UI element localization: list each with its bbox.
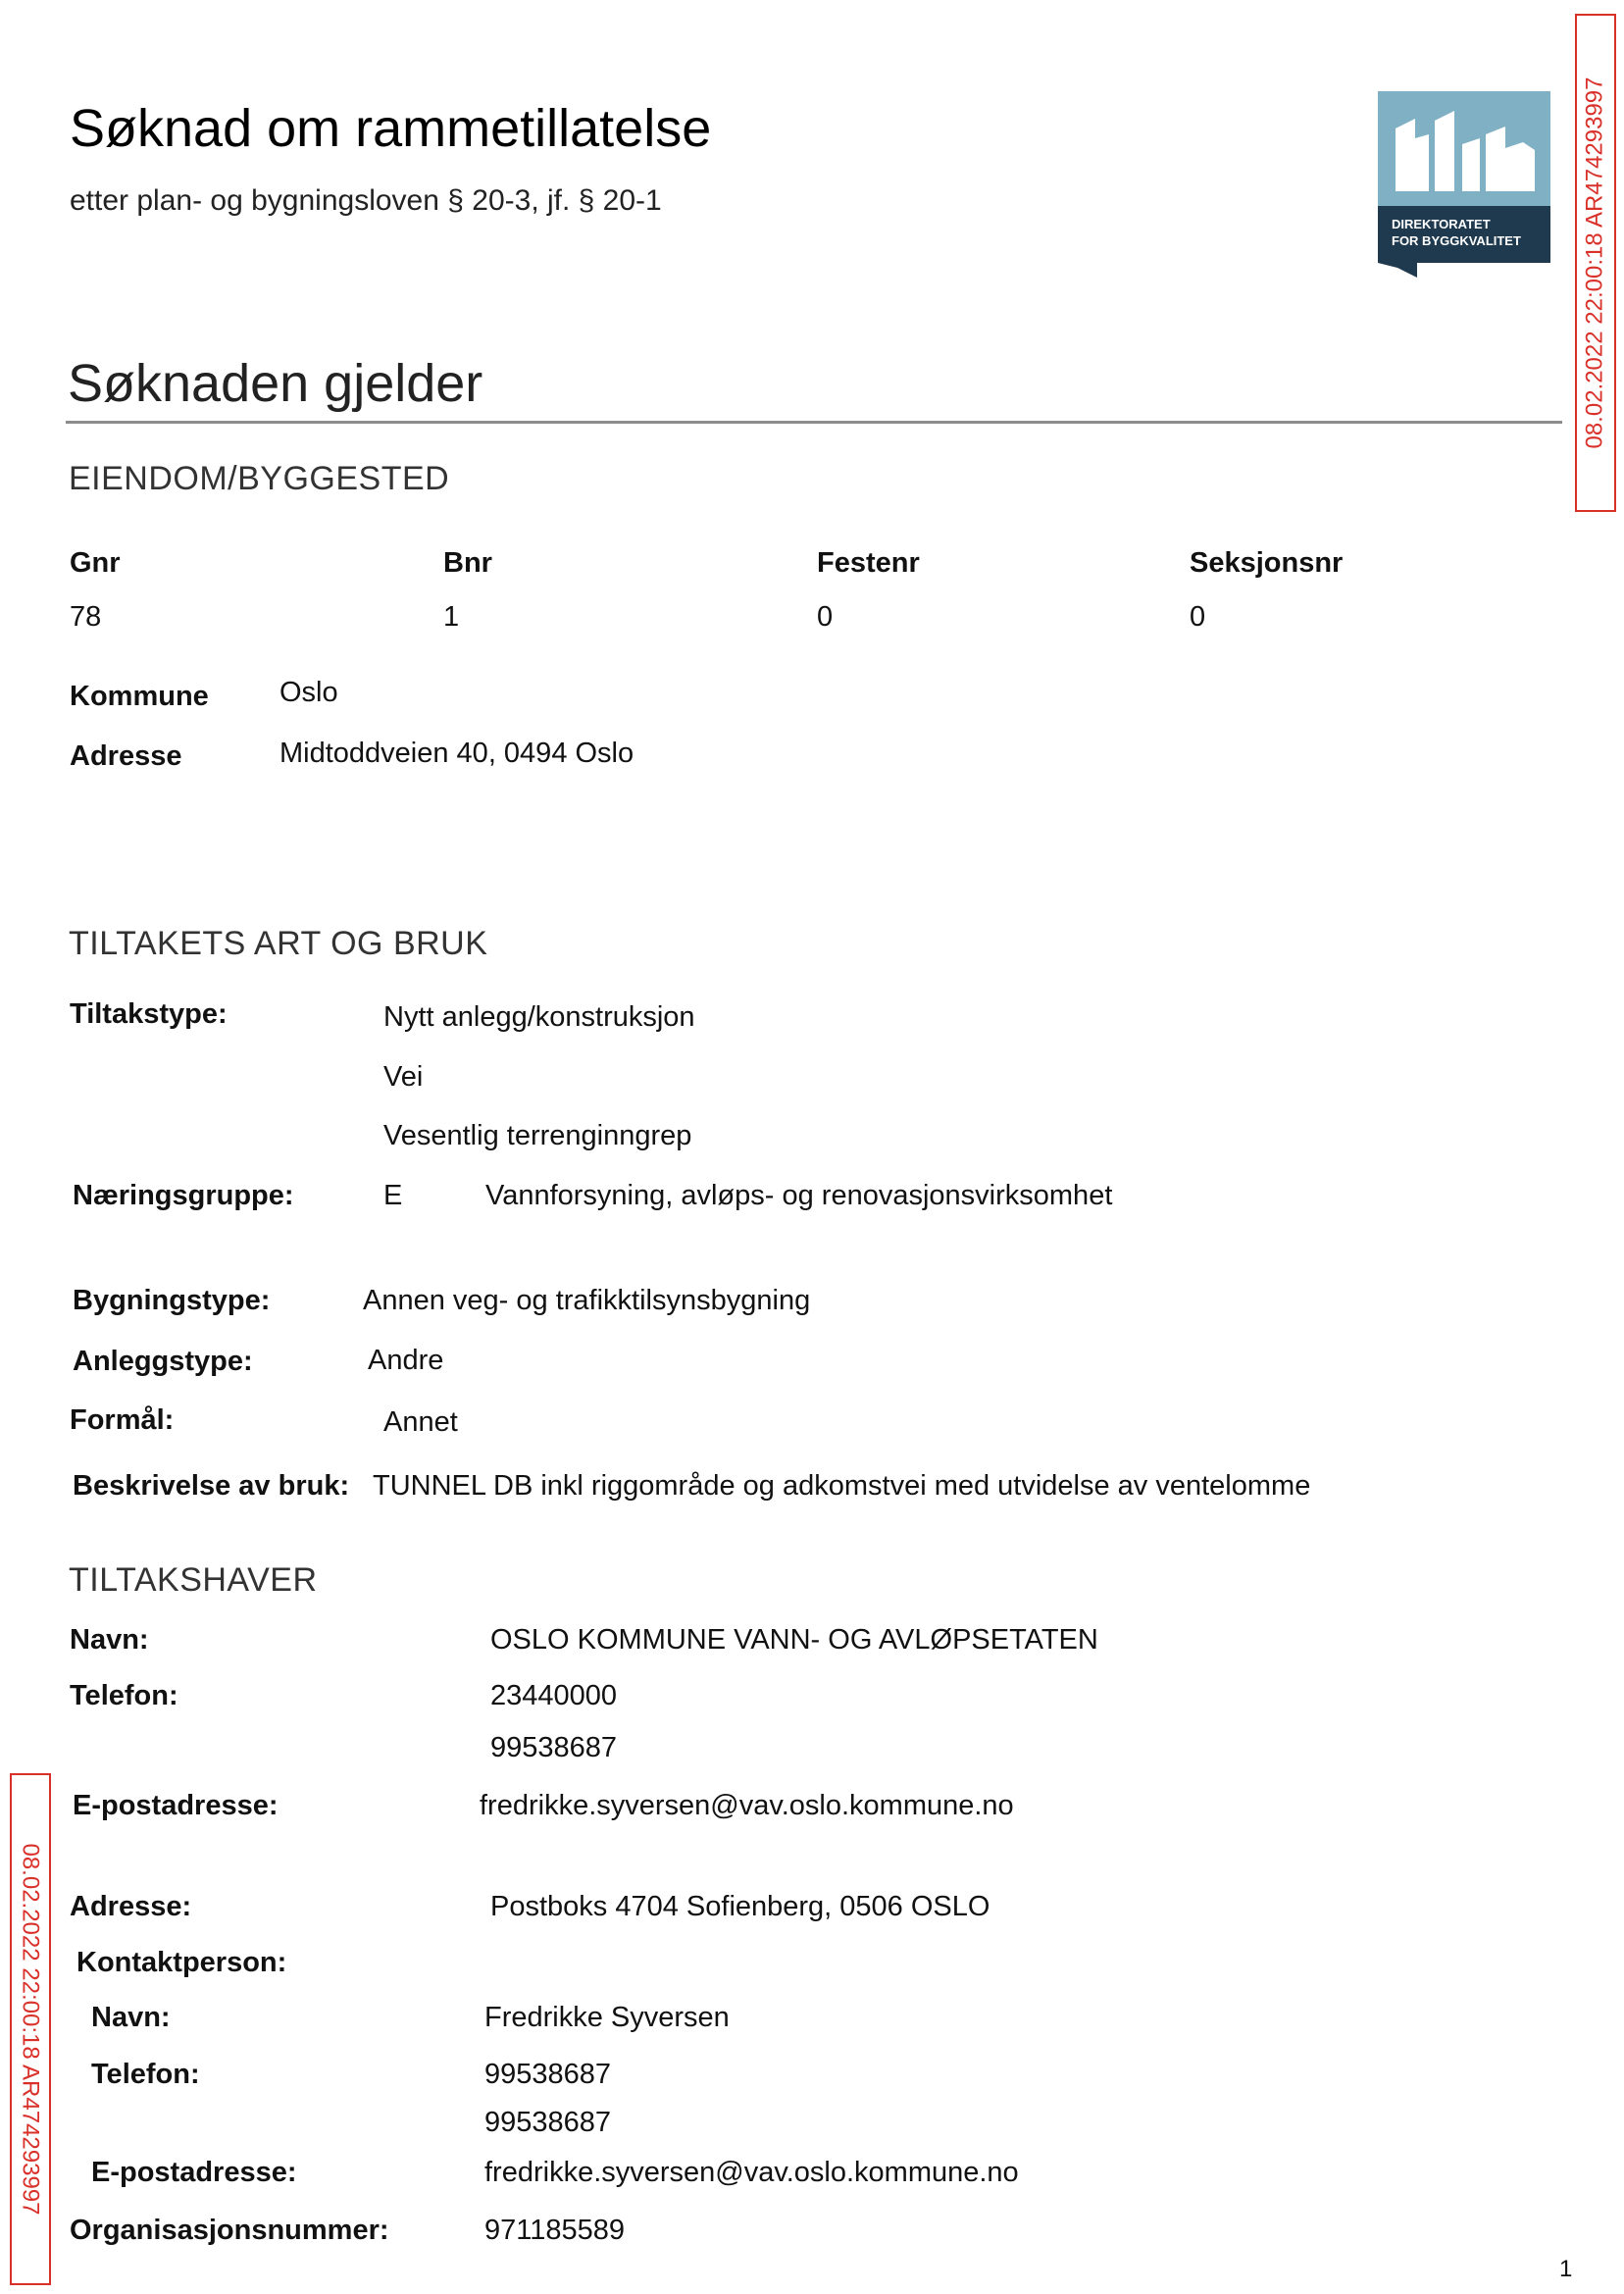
- tiltakshaver-adresse-label: Adresse:: [70, 1891, 192, 1922]
- tiltakshaver-telefon-value: 23440000: [490, 1680, 618, 1711]
- kontaktperson-label: Kontaktperson:: [76, 1947, 287, 1978]
- bnr-label: Bnr: [443, 547, 492, 579]
- tiltakshaver-heading: TILTAKSHAVER: [69, 1561, 318, 1599]
- kommune-value: Oslo: [279, 677, 338, 708]
- stamp-text: 08.02.2022 22:00:18 AR474293997: [18, 1843, 44, 2216]
- naeringsgruppe-value: Vannforsyning, avløps- og renovasjonsvirksomhet: [485, 1180, 1113, 1211]
- logo-text-line1: DIREKTORATET: [1392, 217, 1491, 231]
- bnr-value: 1: [443, 601, 460, 633]
- adresse-value: Midtoddveien 40, 0494 Oslo: [279, 738, 634, 769]
- naeringsgruppe-label: Næringsgruppe:: [73, 1180, 294, 1211]
- dibk-logo-icon: [1378, 91, 1550, 278]
- formal-value: Annet: [383, 1406, 458, 1438]
- festenr-label: Festenr: [817, 547, 920, 579]
- tiltakshaver-telefon-value: 99538687: [490, 1732, 618, 1763]
- kontakt-telefon-value: 99538687: [484, 2059, 612, 2090]
- archive-stamp-right: [1575, 14, 1616, 512]
- kontakt-epost-label: E-postadresse:: [91, 2157, 297, 2188]
- anleggstype-label: Anleggstype:: [73, 1346, 253, 1377]
- tiltakstype-value: Vesentlig terrenginngrep: [383, 1120, 692, 1151]
- eiendom-heading: EIENDOM/BYGGESTED: [69, 460, 450, 497]
- tiltakshaver-navn-value: OSLO KOMMUNE VANN- OG AVLØPSETATEN: [490, 1624, 1098, 1656]
- tiltakshaver-epost-label: E-postadresse:: [73, 1790, 279, 1821]
- naeringsgruppe-code: E: [383, 1180, 403, 1211]
- tiltakshaver-adresse-value: Postboks 4704 Sofienberg, 0506 OSLO: [490, 1891, 990, 1922]
- kommune-label: Kommune: [70, 681, 209, 712]
- beskrivelse-value: TUNNEL DB inkl riggområde og adkomstvei med utvidelse av ventelomme: [373, 1470, 1311, 1502]
- archive-stamp-left: [10, 1773, 51, 2285]
- bygningstype-label: Bygningstype:: [73, 1285, 271, 1316]
- tiltakstype-label: Tiltakstype:: [70, 998, 228, 1030]
- gnr-value: 78: [70, 601, 102, 633]
- tiltakshaver-navn-label: Navn:: [70, 1624, 149, 1656]
- gnr-label: Gnr: [70, 547, 121, 579]
- stamp-text: 08.02.2022 22:00:18 AR474293997: [1582, 76, 1608, 449]
- page-number: 1: [1559, 2256, 1573, 2282]
- kontakt-epost-value: fredrikke.syversen@vav.oslo.kommune.no: [484, 2157, 1019, 2188]
- section-divider: [66, 421, 1562, 424]
- formal-label: Formål:: [70, 1404, 175, 1436]
- tiltakshaver-telefon-label: Telefon:: [70, 1680, 178, 1711]
- orgnr-label: Organisasjonsnummer:: [70, 2215, 389, 2246]
- adresse-label: Adresse: [70, 740, 182, 772]
- tiltakstype-value: Nytt anlegg/konstruksjon: [383, 1001, 695, 1033]
- tiltakshaver-epost-value: fredrikke.syversen@vav.oslo.kommune.no: [480, 1790, 1014, 1821]
- document-subtitle: etter plan- og bygningsloven § 20-3, jf. § 20-1: [70, 184, 662, 217]
- tiltakstype-value: Vei: [383, 1061, 424, 1093]
- festenr-value: 0: [817, 601, 834, 633]
- bygningstype-value: Annen veg- og trafikktilsynsbygning: [363, 1285, 811, 1316]
- kontakt-navn-label: Navn:: [91, 2002, 171, 2033]
- orgnr-value: 971185589: [484, 2215, 626, 2246]
- logo-text-line2: FOR BYGGKVALITET: [1392, 233, 1521, 248]
- seksjonsnr-value: 0: [1190, 601, 1206, 633]
- kontakt-navn-value: Fredrikke Syversen: [484, 2002, 730, 2033]
- kontakt-telefon-label: Telefon:: [91, 2059, 200, 2090]
- anleggstype-value: Andre: [368, 1345, 444, 1376]
- tiltak-heading: TILTAKETS ART OG BRUK: [69, 925, 488, 962]
- beskrivelse-label: Beskrivelse av bruk:: [73, 1470, 350, 1502]
- document-title: Søknad om rammetillatelse: [70, 99, 712, 158]
- kontakt-telefon-value: 99538687: [484, 2107, 612, 2138]
- section-title: Søknaden gjelder: [68, 354, 483, 413]
- dibk-logo: [1378, 91, 1550, 278]
- seksjonsnr-label: Seksjonsnr: [1190, 547, 1344, 579]
